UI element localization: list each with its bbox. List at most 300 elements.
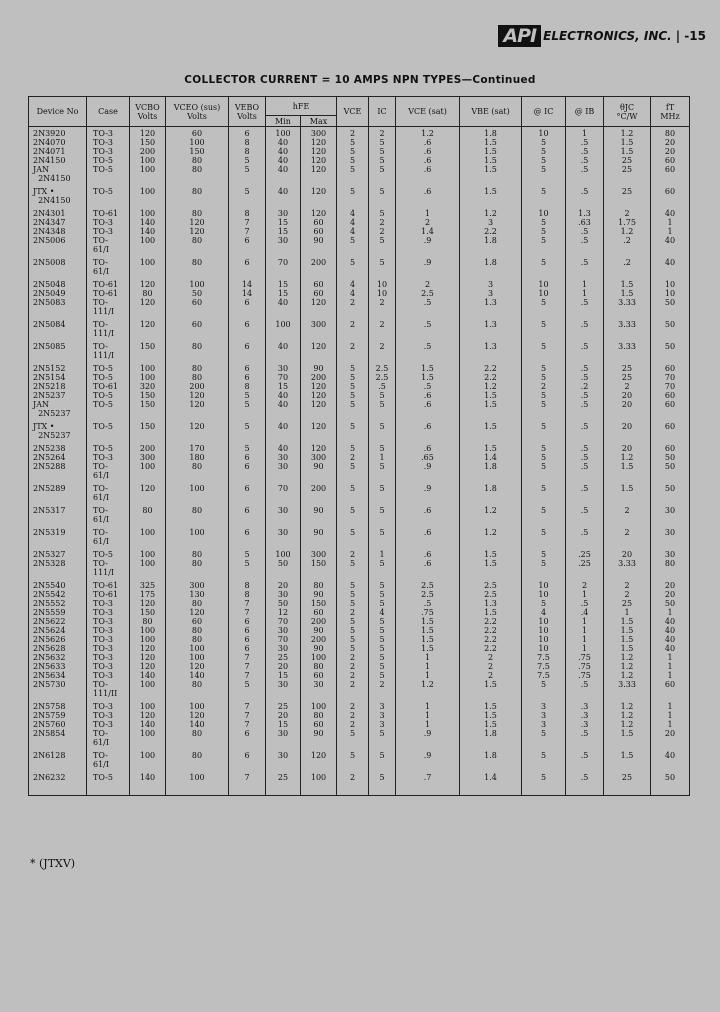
cell-ic: 5 bbox=[369, 418, 396, 440]
col-vceo: VCEO (sus) Volts bbox=[166, 97, 229, 127]
cell-vce: 5 2 5 bbox=[337, 440, 369, 480]
cell-vcbo: 100 bbox=[130, 183, 166, 205]
cell-case: TO-61 TO-61 TO- 111/I bbox=[87, 276, 130, 316]
cell-device: 2N5085 bbox=[29, 338, 87, 360]
cell-vce-sat: .6 bbox=[396, 418, 460, 440]
table-row bbox=[29, 276, 690, 316]
cell-vbe-sat: 1.5 1.5 bbox=[460, 546, 522, 577]
cell-at-ic: 10 10 5 bbox=[522, 276, 566, 316]
cell-theta: 3.33 bbox=[604, 338, 651, 360]
cell-vbe-sat: 1.5 1.4 1.8 bbox=[460, 440, 522, 480]
cell-device: 2N6232 bbox=[29, 769, 87, 796]
cell-vceo: 100 120 140 80 bbox=[166, 698, 229, 747]
cell-hfe-max: 120 bbox=[301, 183, 337, 205]
table-row bbox=[29, 418, 690, 440]
cell-at-ic: 5 bbox=[522, 747, 566, 769]
table-row bbox=[29, 524, 690, 546]
cell-ft: 1 1 1 20 bbox=[651, 698, 690, 747]
cell-ic: 5 bbox=[369, 769, 396, 796]
table-row bbox=[29, 440, 690, 480]
cell-vcbo: 120 150 200 100 100 bbox=[130, 127, 166, 184]
cell-ic: 2 bbox=[369, 338, 396, 360]
cell-case: TO- 61/I bbox=[87, 747, 130, 769]
col-case: Case bbox=[87, 97, 130, 127]
cell-hfe-min: 40 bbox=[266, 338, 301, 360]
cell-vce: 2 bbox=[337, 316, 369, 338]
cell-vbe-sat: 1.8 bbox=[460, 254, 522, 276]
cell-vcbo: 100 100 bbox=[130, 546, 166, 577]
cell-vebo: 5 bbox=[229, 418, 266, 440]
cell-vce: 2 2 2 5 bbox=[337, 698, 369, 747]
cell-vceo: 80 120 120 80 bbox=[166, 205, 229, 254]
cell-device: 2N5048 2N5049 2N5083 bbox=[29, 276, 87, 316]
cell-vebo: 6 bbox=[229, 316, 266, 338]
cell-vcbo: 120 bbox=[130, 316, 166, 338]
cell-vbe-sat: 1.8 bbox=[460, 480, 522, 502]
table-row bbox=[29, 577, 690, 698]
cell-vcbo: 100 bbox=[130, 254, 166, 276]
cell-vce: 5 5 5 2 5 5 5 5 2 2 2 2 bbox=[337, 577, 369, 698]
col-device: Device No bbox=[29, 97, 87, 127]
cell-at-ic: 5 5 2 5 5 bbox=[522, 360, 566, 418]
cell-device: 2N5152 2N5154 2N5218 2N5237 JAN 2N5237 bbox=[29, 360, 87, 418]
cell-device: 2N5319 bbox=[29, 524, 87, 546]
cell-case: TO- 111/I bbox=[87, 338, 130, 360]
cell-hfe-max: 120 300 90 bbox=[301, 440, 337, 480]
cell-theta: .2 bbox=[604, 254, 651, 276]
col-vce: VCE bbox=[337, 97, 369, 127]
col-hfe-max: Max bbox=[301, 116, 337, 127]
cell-at-ib: 1.3 .63 .5 .5 bbox=[566, 205, 604, 254]
cell-ft: 60 bbox=[651, 418, 690, 440]
cell-hfe-max: 120 bbox=[301, 418, 337, 440]
cell-vbe-sat: 1.3 bbox=[460, 338, 522, 360]
cell-hfe-min: 100 bbox=[266, 316, 301, 338]
cell-ic: 5 bbox=[369, 183, 396, 205]
cell-vbe-sat: 1.3 bbox=[460, 316, 522, 338]
cell-ic: 5 2 2 5 bbox=[369, 205, 396, 254]
table-row bbox=[29, 183, 690, 205]
cell-at-ic: 5 bbox=[522, 316, 566, 338]
cell-vce-sat: .9 bbox=[396, 254, 460, 276]
cell-vce: 5 bbox=[337, 254, 369, 276]
cell-vebo: 6 6 8 5 5 bbox=[229, 360, 266, 418]
cell-at-ib: 2 1 .5 .4 1 1 1 1 .75 .75 .75 .5 bbox=[566, 577, 604, 698]
cell-at-ib: .5 bbox=[566, 338, 604, 360]
cell-vce: 2 5 5 5 5 bbox=[337, 127, 369, 184]
cell-vbe-sat: 2.5 2.5 1.3 1.5 2.2 2.2 2.2 2.2 2 2 2 1.5 bbox=[460, 577, 522, 698]
cell-hfe-max: 90 200 120 120 120 bbox=[301, 360, 337, 418]
cell-vbe-sat: 1.8 bbox=[460, 747, 522, 769]
table-body bbox=[29, 127, 690, 796]
col-at-ic: @ IC bbox=[522, 97, 566, 127]
cell-case: TO-3 TO-3 TO-3 TO-5 TO-5 bbox=[87, 127, 130, 184]
cell-vebo: 8 7 7 6 bbox=[229, 205, 266, 254]
col-vcbo: VCBO Volts bbox=[130, 97, 166, 127]
cell-at-ic: 5 bbox=[522, 338, 566, 360]
cell-theta: 2 1.75 1.2 .2 bbox=[604, 205, 651, 254]
cell-vceo: 300 130 80 120 60 80 80 100 100 120 140 80 bbox=[166, 577, 229, 698]
cell-theta: 25 25 2 20 20 bbox=[604, 360, 651, 418]
table-row bbox=[29, 127, 690, 184]
cell-vbe-sat: 1.5 bbox=[460, 418, 522, 440]
cell-vce: 5 bbox=[337, 502, 369, 524]
cell-vcbo: 80 bbox=[130, 502, 166, 524]
cell-hfe-min: 20 30 50 12 70 30 70 30 25 20 15 30 bbox=[266, 577, 301, 698]
cell-at-ib: .3 .3 .3 .5 bbox=[566, 698, 604, 747]
cell-vbe-sat: 1.2 bbox=[460, 524, 522, 546]
table-row bbox=[29, 254, 690, 276]
cell-ft: 20 20 50 1 40 40 40 40 1 1 1 60 bbox=[651, 577, 690, 698]
cell-vbe-sat: 3 3 1.3 bbox=[460, 276, 522, 316]
cell-theta: 25 bbox=[604, 183, 651, 205]
cell-vceo: 100 bbox=[166, 524, 229, 546]
transistor-table-container bbox=[28, 96, 690, 796]
cell-ic: 2 5 5 5 5 bbox=[369, 127, 396, 184]
cell-vce: 5 bbox=[337, 183, 369, 205]
table-row bbox=[29, 546, 690, 577]
cell-vce-sat: .6 .6 bbox=[396, 546, 460, 577]
cell-vce: 5 bbox=[337, 480, 369, 502]
cell-device: 2N5317 bbox=[29, 502, 87, 524]
cell-vceo: 170 180 80 bbox=[166, 440, 229, 480]
cell-vebo: 5 6 6 bbox=[229, 440, 266, 480]
cell-case: TO-5 bbox=[87, 418, 130, 440]
cell-device: 2N5238 2N5264 2N5288 bbox=[29, 440, 87, 480]
cell-case: TO- 61/I bbox=[87, 502, 130, 524]
cell-vceo: 80 80 bbox=[166, 546, 229, 577]
table-title: COLLECTOR CURRENT = 10 AMPS NPN TYPES—Continued bbox=[184, 74, 536, 86]
cell-vce-sat: .9 bbox=[396, 480, 460, 502]
cell-hfe-min: 25 bbox=[266, 769, 301, 796]
cell-at-ib: 1 .5 .5 .5 .5 bbox=[566, 127, 604, 184]
cell-vce: 5 5 5 5 5 bbox=[337, 360, 369, 418]
cell-theta: 3.33 bbox=[604, 316, 651, 338]
cell-vcbo: 100 120 140 100 bbox=[130, 698, 166, 747]
cell-device: 2N5540 2N5542 2N5552 2N5559 2N5622 2N5624 2N5626 2N5628 2N5632 2N5633 2N5634 2N5730 bbox=[29, 577, 87, 698]
cell-vebo: 6 bbox=[229, 480, 266, 502]
cell-theta: 20 1.2 1.5 bbox=[604, 440, 651, 480]
cell-vce-sat: 1.2 .6 .6 .6 .6 bbox=[396, 127, 460, 184]
cell-at-ic: 5 bbox=[522, 769, 566, 796]
cell-vce: 5 bbox=[337, 747, 369, 769]
cell-vbe-sat: 1.5 bbox=[460, 183, 522, 205]
cell-case: TO- 61/I bbox=[87, 524, 130, 546]
cell-vceo: 80 bbox=[166, 254, 229, 276]
company-name: ELECTRONICS, INC. bbox=[543, 29, 672, 43]
cell-vce-sat: .9 bbox=[396, 747, 460, 769]
cell-vce-sat: .6 bbox=[396, 183, 460, 205]
cell-vebo: 14 14 6 bbox=[229, 276, 266, 316]
cell-device: 2N5758 2N5759 2N5760 2N5854 bbox=[29, 698, 87, 747]
cell-device: 2N6128 bbox=[29, 747, 87, 769]
cell-vceo: 80 bbox=[166, 747, 229, 769]
cell-hfe-max: 120 60 60 90 bbox=[301, 205, 337, 254]
cell-at-ib: 1 1 .5 bbox=[566, 276, 604, 316]
cell-ft: 40 bbox=[651, 254, 690, 276]
cell-vce-sat: 1.5 1.5 .5 .6 .6 bbox=[396, 360, 460, 418]
cell-vebo: 5 5 bbox=[229, 546, 266, 577]
cell-hfe-min: 70 bbox=[266, 480, 301, 502]
cell-at-ib: .5 bbox=[566, 418, 604, 440]
cell-vce-sat: 2 2.5 .5 bbox=[396, 276, 460, 316]
cell-device: 2N5289 bbox=[29, 480, 87, 502]
cell-at-ib: .5 bbox=[566, 254, 604, 276]
cell-at-ic: 5 5 5 bbox=[522, 440, 566, 480]
cell-hfe-max: 90 bbox=[301, 502, 337, 524]
cell-ft: 50 bbox=[651, 338, 690, 360]
cell-ft: 50 bbox=[651, 769, 690, 796]
cell-device: 2N5008 bbox=[29, 254, 87, 276]
table-row bbox=[29, 205, 690, 254]
cell-ic: 5 5 5 4 5 5 5 5 5 5 5 2 bbox=[369, 577, 396, 698]
cell-at-ib: .5 bbox=[566, 502, 604, 524]
cell-ic: 3 3 3 5 bbox=[369, 698, 396, 747]
cell-at-ic: 10 10 5 4 10 10 10 10 7.5 7.5 7.5 5 bbox=[522, 577, 566, 698]
cell-hfe-max: 100 80 60 90 bbox=[301, 698, 337, 747]
cell-hfe-min: 15 15 40 bbox=[266, 276, 301, 316]
table-row bbox=[29, 338, 690, 360]
table-row bbox=[29, 480, 690, 502]
cell-hfe-min: 40 30 30 bbox=[266, 440, 301, 480]
cell-at-ib: .5 bbox=[566, 747, 604, 769]
cell-case: TO- 61/I bbox=[87, 254, 130, 276]
cell-vebo: 6 bbox=[229, 502, 266, 524]
cell-vceo: 100 50 60 bbox=[166, 276, 229, 316]
cell-vcbo: 200 300 100 bbox=[130, 440, 166, 480]
cell-vcbo: 325 175 120 150 80 100 100 120 120 120 140 100 bbox=[130, 577, 166, 698]
cell-vceo: 120 bbox=[166, 418, 229, 440]
table-row bbox=[29, 769, 690, 796]
table-row bbox=[29, 502, 690, 524]
cell-case: TO-5 bbox=[87, 769, 130, 796]
cell-ic: 2 bbox=[369, 316, 396, 338]
cell-at-ib: .5 bbox=[566, 769, 604, 796]
cell-ft: 60 50 50 bbox=[651, 440, 690, 480]
cell-device: 2N5084 bbox=[29, 316, 87, 338]
cell-hfe-max: 120 bbox=[301, 338, 337, 360]
cell-at-ic: 5 bbox=[522, 502, 566, 524]
cell-case: TO-61 TO-3 TO-3 TO- 61/I bbox=[87, 205, 130, 254]
cell-theta: 1.5 bbox=[604, 480, 651, 502]
cell-vcbo: 150 bbox=[130, 338, 166, 360]
cell-at-ic: 5 bbox=[522, 480, 566, 502]
cell-ft: 40 bbox=[651, 747, 690, 769]
cell-at-ic: 5 bbox=[522, 183, 566, 205]
transistor-table bbox=[28, 96, 690, 796]
cell-ft: 50 bbox=[651, 480, 690, 502]
cell-vebo: 6 8 8 5 5 bbox=[229, 127, 266, 184]
cell-hfe-min: 40 bbox=[266, 183, 301, 205]
cell-ic: 2.5 2.5 .5 5 5 bbox=[369, 360, 396, 418]
col-vce-sat: VCE (sat) bbox=[396, 97, 460, 127]
cell-case: TO-5 bbox=[87, 183, 130, 205]
cell-theta: 25 bbox=[604, 769, 651, 796]
cell-ft: 30 bbox=[651, 502, 690, 524]
cell-ic: 5 bbox=[369, 480, 396, 502]
cell-at-ib: .5 bbox=[566, 524, 604, 546]
cell-hfe-min: 30 bbox=[266, 502, 301, 524]
cell-ft: 30 80 bbox=[651, 546, 690, 577]
col-hfe: hFE bbox=[266, 97, 337, 116]
cell-theta: 1.2 1.5 1.5 25 25 bbox=[604, 127, 651, 184]
table-row bbox=[29, 360, 690, 418]
cell-vce-sat: 2.5 2.5 .5 .75 1.5 1.5 1.5 1.5 1 1 1 1.2 bbox=[396, 577, 460, 698]
cell-at-ic: 10 5 5 5 5 bbox=[522, 127, 566, 184]
cell-hfe-max: 60 60 120 bbox=[301, 276, 337, 316]
cell-hfe-max: 120 bbox=[301, 747, 337, 769]
cell-hfe-max: 300 150 bbox=[301, 546, 337, 577]
cell-vbe-sat: 1.8 1.5 1.5 1.5 1.5 bbox=[460, 127, 522, 184]
cell-ic: 5 bbox=[369, 502, 396, 524]
cell-vebo: 6 bbox=[229, 338, 266, 360]
cell-device: JTX • 2N4150 bbox=[29, 183, 87, 205]
cell-theta: 2 2 25 1 1.5 1.5 1.5 1.5 1.2 1.2 1.2 3.33 bbox=[604, 577, 651, 698]
cell-at-ic: 5 bbox=[522, 524, 566, 546]
cell-device: 2N4301 2N4347 2N4348 2N5006 bbox=[29, 205, 87, 254]
cell-hfe-max: 100 bbox=[301, 769, 337, 796]
cell-vce-sat: .6 bbox=[396, 502, 460, 524]
col-vebo: VEBO Volts bbox=[229, 97, 266, 127]
cell-vcbo: 140 bbox=[130, 769, 166, 796]
cell-vce: 5 bbox=[337, 418, 369, 440]
cell-case: TO-5 TO-3 TO- 61/I bbox=[87, 440, 130, 480]
cell-vceo: 100 bbox=[166, 769, 229, 796]
cell-theta: 2 bbox=[604, 524, 651, 546]
cell-vce-sat: .7 bbox=[396, 769, 460, 796]
cell-theta: 20 3.33 bbox=[604, 546, 651, 577]
page-header bbox=[498, 25, 706, 47]
cell-vcbo: 100 140 140 100 bbox=[130, 205, 166, 254]
cell-hfe-max: 200 bbox=[301, 254, 337, 276]
page-number: | -15 bbox=[675, 29, 706, 43]
col-theta: θJC °C/W bbox=[604, 97, 651, 127]
cell-vce: 5 bbox=[337, 524, 369, 546]
cell-ic: 10 10 2 bbox=[369, 276, 396, 316]
cell-hfe-min: 30 15 15 30 bbox=[266, 205, 301, 254]
col-ft: fT MHz bbox=[651, 97, 690, 127]
cell-hfe-min: 30 70 15 40 40 bbox=[266, 360, 301, 418]
cell-hfe-max: 90 bbox=[301, 524, 337, 546]
cell-at-ic: 5 bbox=[522, 254, 566, 276]
cell-vebo: 6 bbox=[229, 747, 266, 769]
cell-vbe-sat: 1.2 3 2.2 1.8 bbox=[460, 205, 522, 254]
cell-vcbo: 150 bbox=[130, 418, 166, 440]
cell-case: TO- 61/I bbox=[87, 480, 130, 502]
cell-hfe-max: 300 120 120 120 120 bbox=[301, 127, 337, 184]
cell-vcbo: 100 bbox=[130, 747, 166, 769]
col-hfe-min: Min bbox=[266, 116, 301, 127]
cell-vceo: 100 bbox=[166, 480, 229, 502]
cell-at-ic: 5 5 bbox=[522, 546, 566, 577]
table-row bbox=[29, 316, 690, 338]
cell-at-ib: .5 bbox=[566, 316, 604, 338]
cell-hfe-min: 100 40 40 40 40 bbox=[266, 127, 301, 184]
cell-vcbo: 100 100 320 150 150 bbox=[130, 360, 166, 418]
cell-vce-sat: 1 2 1.4 .9 bbox=[396, 205, 460, 254]
cell-case: TO-5 TO- 111/I bbox=[87, 546, 130, 577]
cell-vceo: 60 100 150 80 80 bbox=[166, 127, 229, 184]
cell-at-ib: .5 bbox=[566, 480, 604, 502]
cell-ic: 5 bbox=[369, 524, 396, 546]
cell-hfe-min: 25 20 15 30 bbox=[266, 698, 301, 747]
col-at-ib: @ IB bbox=[566, 97, 604, 127]
cell-vcbo: 100 bbox=[130, 524, 166, 546]
cell-device: JTX • 2N5237 bbox=[29, 418, 87, 440]
cell-at-ib: .5 .5 .2 .5 .5 bbox=[566, 360, 604, 418]
cell-vce: 4 4 2 bbox=[337, 276, 369, 316]
cell-ft: 50 bbox=[651, 316, 690, 338]
cell-vbe-sat: 1.2 bbox=[460, 502, 522, 524]
cell-theta: 20 bbox=[604, 418, 651, 440]
cell-hfe-max: 200 bbox=[301, 480, 337, 502]
cell-vceo: 60 bbox=[166, 316, 229, 338]
cell-vce: 2 bbox=[337, 338, 369, 360]
cell-case: TO-5 TO-5 TO-61 TO-5 TO-5 bbox=[87, 360, 130, 418]
col-ic: IC bbox=[369, 97, 396, 127]
cell-device: 2N3920 2N4070 2N4071 2N4150 JAN 2N4150 bbox=[29, 127, 87, 184]
cell-vce: 2 bbox=[337, 769, 369, 796]
cell-theta: 1.5 1.5 3.33 bbox=[604, 276, 651, 316]
cell-ft: 10 10 50 bbox=[651, 276, 690, 316]
footnote: * (JTXV) bbox=[30, 857, 76, 870]
cell-case: TO-3 TO-3 TO-3 TO- 61/I bbox=[87, 698, 130, 747]
cell-theta: 2 bbox=[604, 502, 651, 524]
cell-ft: 40 1 1 40 bbox=[651, 205, 690, 254]
cell-at-ib: .5 bbox=[566, 183, 604, 205]
cell-ic: 1 5 bbox=[369, 546, 396, 577]
cell-vbe-sat: 1.4 bbox=[460, 769, 522, 796]
cell-at-ic: 5 bbox=[522, 418, 566, 440]
cell-device: 2N5327 2N5328 bbox=[29, 546, 87, 577]
cell-hfe-max: 80 90 150 60 200 90 200 90 100 80 60 30 bbox=[301, 577, 337, 698]
cell-ft: 60 70 70 60 60 bbox=[651, 360, 690, 418]
cell-vce: 4 4 4 5 bbox=[337, 205, 369, 254]
cell-vceo: 80 bbox=[166, 338, 229, 360]
cell-vce-sat: .6 bbox=[396, 524, 460, 546]
cell-vebo: 6 bbox=[229, 524, 266, 546]
cell-hfe-min: 30 bbox=[266, 524, 301, 546]
cell-vebo: 7 7 7 6 bbox=[229, 698, 266, 747]
cell-vce-sat: .5 bbox=[396, 338, 460, 360]
cell-theta: 1.5 bbox=[604, 747, 651, 769]
cell-hfe-min: 30 bbox=[266, 747, 301, 769]
cell-vce-sat: 1 1 1 .9 bbox=[396, 698, 460, 747]
cell-vcbo: 120 bbox=[130, 480, 166, 502]
cell-theta: 1.2 1.2 1.2 1.5 bbox=[604, 698, 651, 747]
cell-vebo: 6 bbox=[229, 254, 266, 276]
cell-at-ib: .5 .5 .5 bbox=[566, 440, 604, 480]
cell-vce: 2 5 bbox=[337, 546, 369, 577]
cell-vebo: 5 bbox=[229, 183, 266, 205]
cell-vbe-sat: 1.5 1.5 1.5 1.8 bbox=[460, 698, 522, 747]
cell-vebo: 8 8 7 7 6 6 6 6 7 7 7 5 bbox=[229, 577, 266, 698]
cell-ic: 5 bbox=[369, 747, 396, 769]
cell-ft: 30 bbox=[651, 524, 690, 546]
cell-vceo: 80 bbox=[166, 502, 229, 524]
cell-vbe-sat: 2.2 2.2 1.2 1.5 1.5 bbox=[460, 360, 522, 418]
cell-vcbo: 120 80 120 bbox=[130, 276, 166, 316]
cell-case: TO- 111/I bbox=[87, 316, 130, 338]
company-logo: API bbox=[498, 25, 541, 47]
col-vbe-sat: VBE (sat) bbox=[460, 97, 522, 127]
cell-vebo: 7 bbox=[229, 769, 266, 796]
cell-at-ic: 10 5 5 5 bbox=[522, 205, 566, 254]
cell-vce-sat: .6 .65 .9 bbox=[396, 440, 460, 480]
table-row bbox=[29, 747, 690, 769]
table-row bbox=[29, 698, 690, 747]
cell-hfe-min: 70 bbox=[266, 254, 301, 276]
